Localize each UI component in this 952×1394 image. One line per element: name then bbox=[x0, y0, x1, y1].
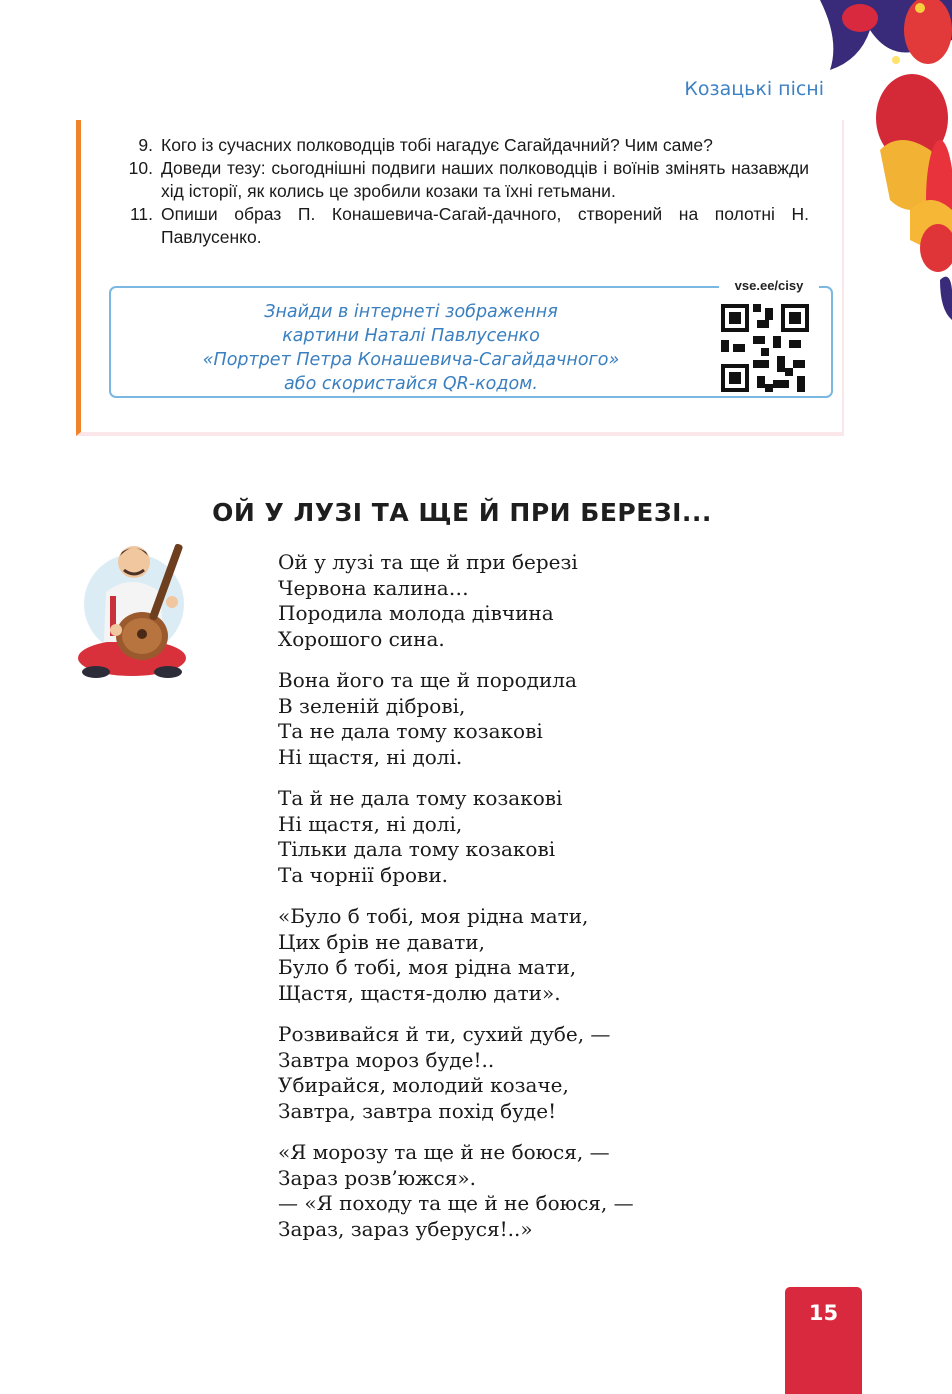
poem-line: Цих брів не давати, bbox=[278, 929, 485, 954]
poem-line: Ой у лузі та ще й при березі bbox=[278, 550, 578, 574]
question-item bbox=[107, 203, 809, 249]
question-item bbox=[107, 134, 809, 157]
hint-line: Знайди в інтернеті зображення bbox=[264, 302, 558, 322]
poem-stanza bbox=[278, 550, 838, 652]
poem-line: В зеленій діброві, bbox=[278, 693, 466, 718]
poem-line: Завтра, завтра похід буде! bbox=[278, 1098, 557, 1123]
question-list bbox=[107, 134, 809, 249]
question-number: 10. bbox=[128, 158, 153, 178]
poem-line: — «Я походу та ще й не боюся, — bbox=[278, 1191, 634, 1215]
poem-line: Зараз розв’южся». bbox=[278, 1165, 476, 1190]
poem-stanza bbox=[278, 786, 838, 888]
poem bbox=[278, 550, 838, 1258]
song-title: ОЙ У ЛУЗІ ТА ЩЕ Й ПРИ БЕРЕЗІ... bbox=[212, 498, 712, 527]
poem-stanza bbox=[278, 668, 838, 770]
question-text: Опиши образ П. Конашевича-Сагай-дачного, створений на полотні Н. Павлусенко. bbox=[161, 204, 809, 247]
poem-line: «Я морозу та ще й не боюся, — bbox=[278, 1140, 610, 1164]
poem-line: Ні щастя, ні долі, bbox=[278, 811, 463, 836]
poem-line: Вона його та ще й породила bbox=[278, 668, 577, 692]
cossack-bandura-player-icon bbox=[76, 532, 194, 682]
poem-line: Та не дала тому козакові bbox=[278, 719, 543, 743]
question-number: 9. bbox=[138, 135, 153, 155]
poem-line: Хорошого сина. bbox=[278, 626, 445, 651]
hint-line: або скористайся QR-кодом. bbox=[284, 374, 538, 394]
hint-line: «Портрет Петра Конашевича-Сагайдачного» bbox=[202, 350, 620, 370]
page-number: 15 bbox=[808, 1301, 839, 1325]
poem-line: Червона калина… bbox=[278, 575, 469, 600]
poem-stanza bbox=[278, 904, 838, 1006]
question-text: Доведи тезу: сьогоднішні подвиги наших полководців і воїнів змінять назавжди хід історії, як колись це зробили козаки та їхні гетьмани. bbox=[161, 158, 809, 201]
question-item bbox=[107, 157, 809, 203]
poem-line: Розвивайся й ти, сухий дубе, — bbox=[278, 1022, 611, 1046]
poem-line: Ні щастя, ні долі. bbox=[278, 744, 463, 769]
poem-stanza bbox=[278, 1022, 838, 1124]
hint-line: картини Наталі Павлусенко bbox=[282, 326, 540, 346]
running-head: Козацькі пісні bbox=[684, 78, 824, 100]
poem-line: Тільки дала тому козакові bbox=[278, 837, 556, 861]
poem-line: «Було б тобі, моя рідна мати, bbox=[278, 904, 589, 928]
poem-line: Убирайся, молодий козаче, bbox=[278, 1073, 569, 1097]
qr-url[interactable]: vse.ee/cisy bbox=[719, 278, 819, 293]
poem-line: Та чорнії брови. bbox=[278, 862, 448, 887]
task-box bbox=[76, 120, 844, 436]
poem-stanza bbox=[278, 1140, 838, 1242]
poem-line: Зараз, зараз уберуся!..» bbox=[278, 1216, 533, 1241]
poem-line: Завтра мороз буде!.. bbox=[278, 1047, 495, 1072]
page-number-tab bbox=[785, 1287, 862, 1394]
poem-line: Щастя, щастя-долю дати». bbox=[278, 980, 561, 1005]
poem-line: Було б тобі, моя рідна мати, bbox=[278, 955, 577, 979]
poem-line: Та й не дала тому козакові bbox=[278, 786, 563, 810]
poem-line: Породила молода дівчина bbox=[278, 601, 554, 625]
question-text: Кого із сучасних полководців тобі нагадує Сагайдачний? Чим саме? bbox=[161, 135, 713, 155]
hint-text bbox=[181, 300, 641, 396]
question-number: 11. bbox=[129, 204, 153, 224]
qr-code-icon[interactable] bbox=[721, 304, 809, 392]
